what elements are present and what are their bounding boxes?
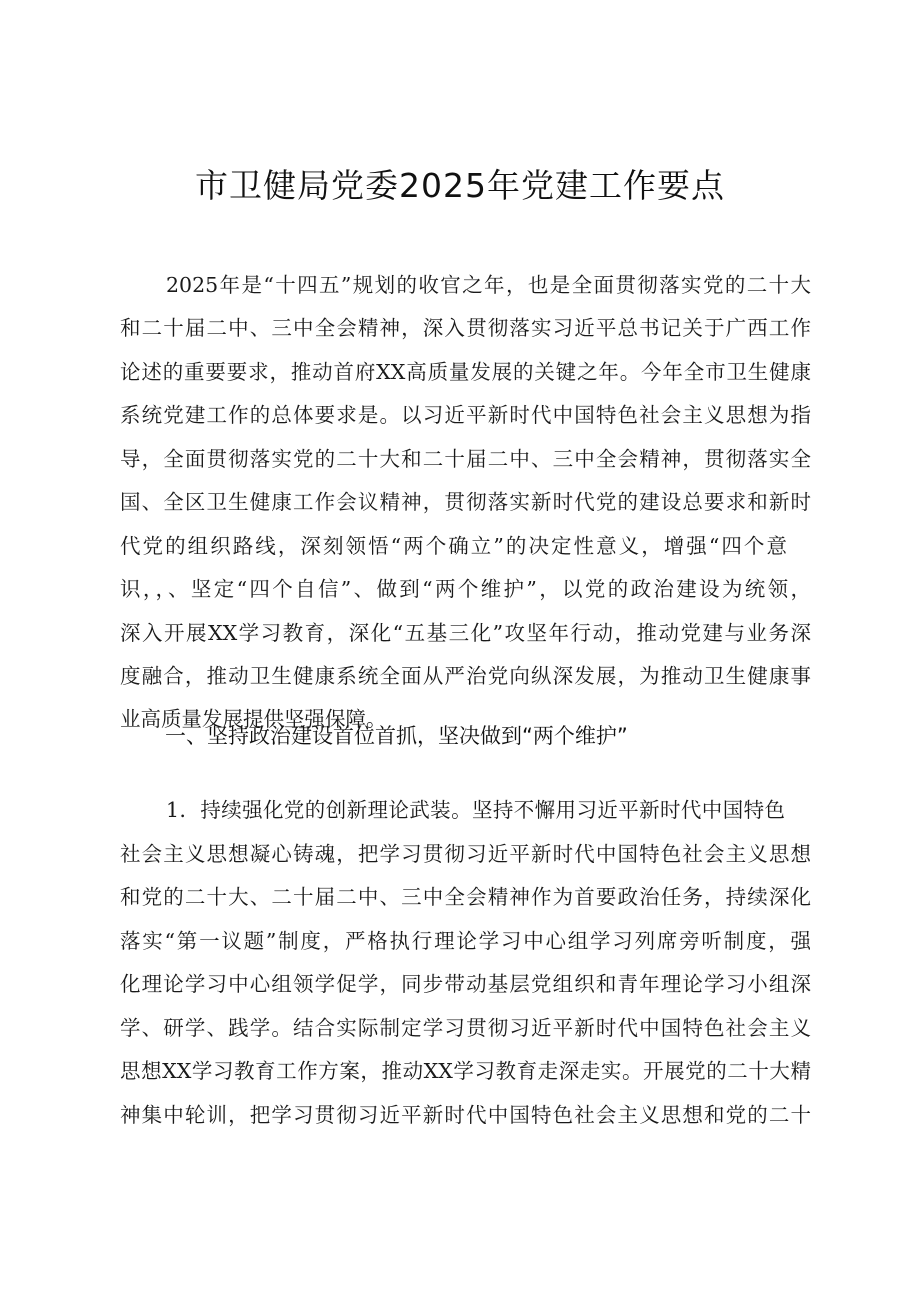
item-line: 思想XX学习教育工作方案，推动XX学习教育走深走实。开展党的二十大精 <box>120 1059 811 1083</box>
document-title: 市卫健局党委2025年党建工作要点 <box>195 166 725 205</box>
intro-line: 和二十届二中、三中全会精神，深入贯彻落实习近平总书记关于广西工作 <box>120 316 811 340</box>
item-line: 社会主义思想凝心铸魂，把学习贯彻习近平新时代中国特色社会主义思想 <box>120 842 811 866</box>
item-line: 1．持续强化党的创新理论武装。坚持不懈用习近平新时代中国特色 <box>166 798 785 822</box>
intro-line: 导，全面贯彻落实党的二十大和二十届二中、三中全会精神，贯彻落实全 <box>120 447 811 471</box>
intro-line: 识，，、坚定“四个自信”、做到“两个维护”，以党的政治建设为统领， <box>120 577 811 601</box>
section-heading: 一、坚持政治建设首位首抓，坚决做到“两个维护” <box>165 724 628 748</box>
intro-line: 2025年是“十四五”规划的收官之年，也是全面贯彻落实党的二十大 <box>166 273 811 297</box>
intro-line: 论述的重要要求，推动首府XX高质量发展的关键之年。今年全市卫生健康 <box>120 360 811 384</box>
intro-line: 代党的组织路线，深刻领悟“两个确立”的决定性意义，增强“四个意 <box>120 534 787 558</box>
item-line: 和党的二十大、二十届二中、三中全会精神作为首要政治任务，持续深化 <box>120 885 811 909</box>
intro-line: 系统党建工作的总体要求是。以习近平新时代中国特色社会主义思想为指 <box>120 403 811 427</box>
intro-line: 业高质量发展提供坚强保障。 <box>120 707 387 731</box>
intro-line: 深入开展XX学习教育，深化“五基三化”攻坚年行动，推动党建与业务深 <box>120 621 811 645</box>
item-line: 落实“第一议题”制度，严格执行理论学习中心组学习列席旁听制度，强 <box>120 929 811 953</box>
intro-line: 国、全区卫生健康工作会议精神，贯彻落实新时代党的建设总要求和新时 <box>120 490 811 514</box>
item-line: 化理论学习中心组领学促学，同步带动基层党组织和青年理论学习小组深 <box>120 972 811 996</box>
item-line: 神集中轮训，把学习贯彻习近平新时代中国特色社会主义思想和党的二十 <box>120 1103 811 1127</box>
intro-line: 度融合，推动卫生健康系统全面从严治党向纵深发展，为推动卫生健康事 <box>120 664 811 688</box>
item-line: 学、研学、践学。结合实际制定学习贯彻习近平新时代中国特色社会主义 <box>120 1016 811 1040</box>
